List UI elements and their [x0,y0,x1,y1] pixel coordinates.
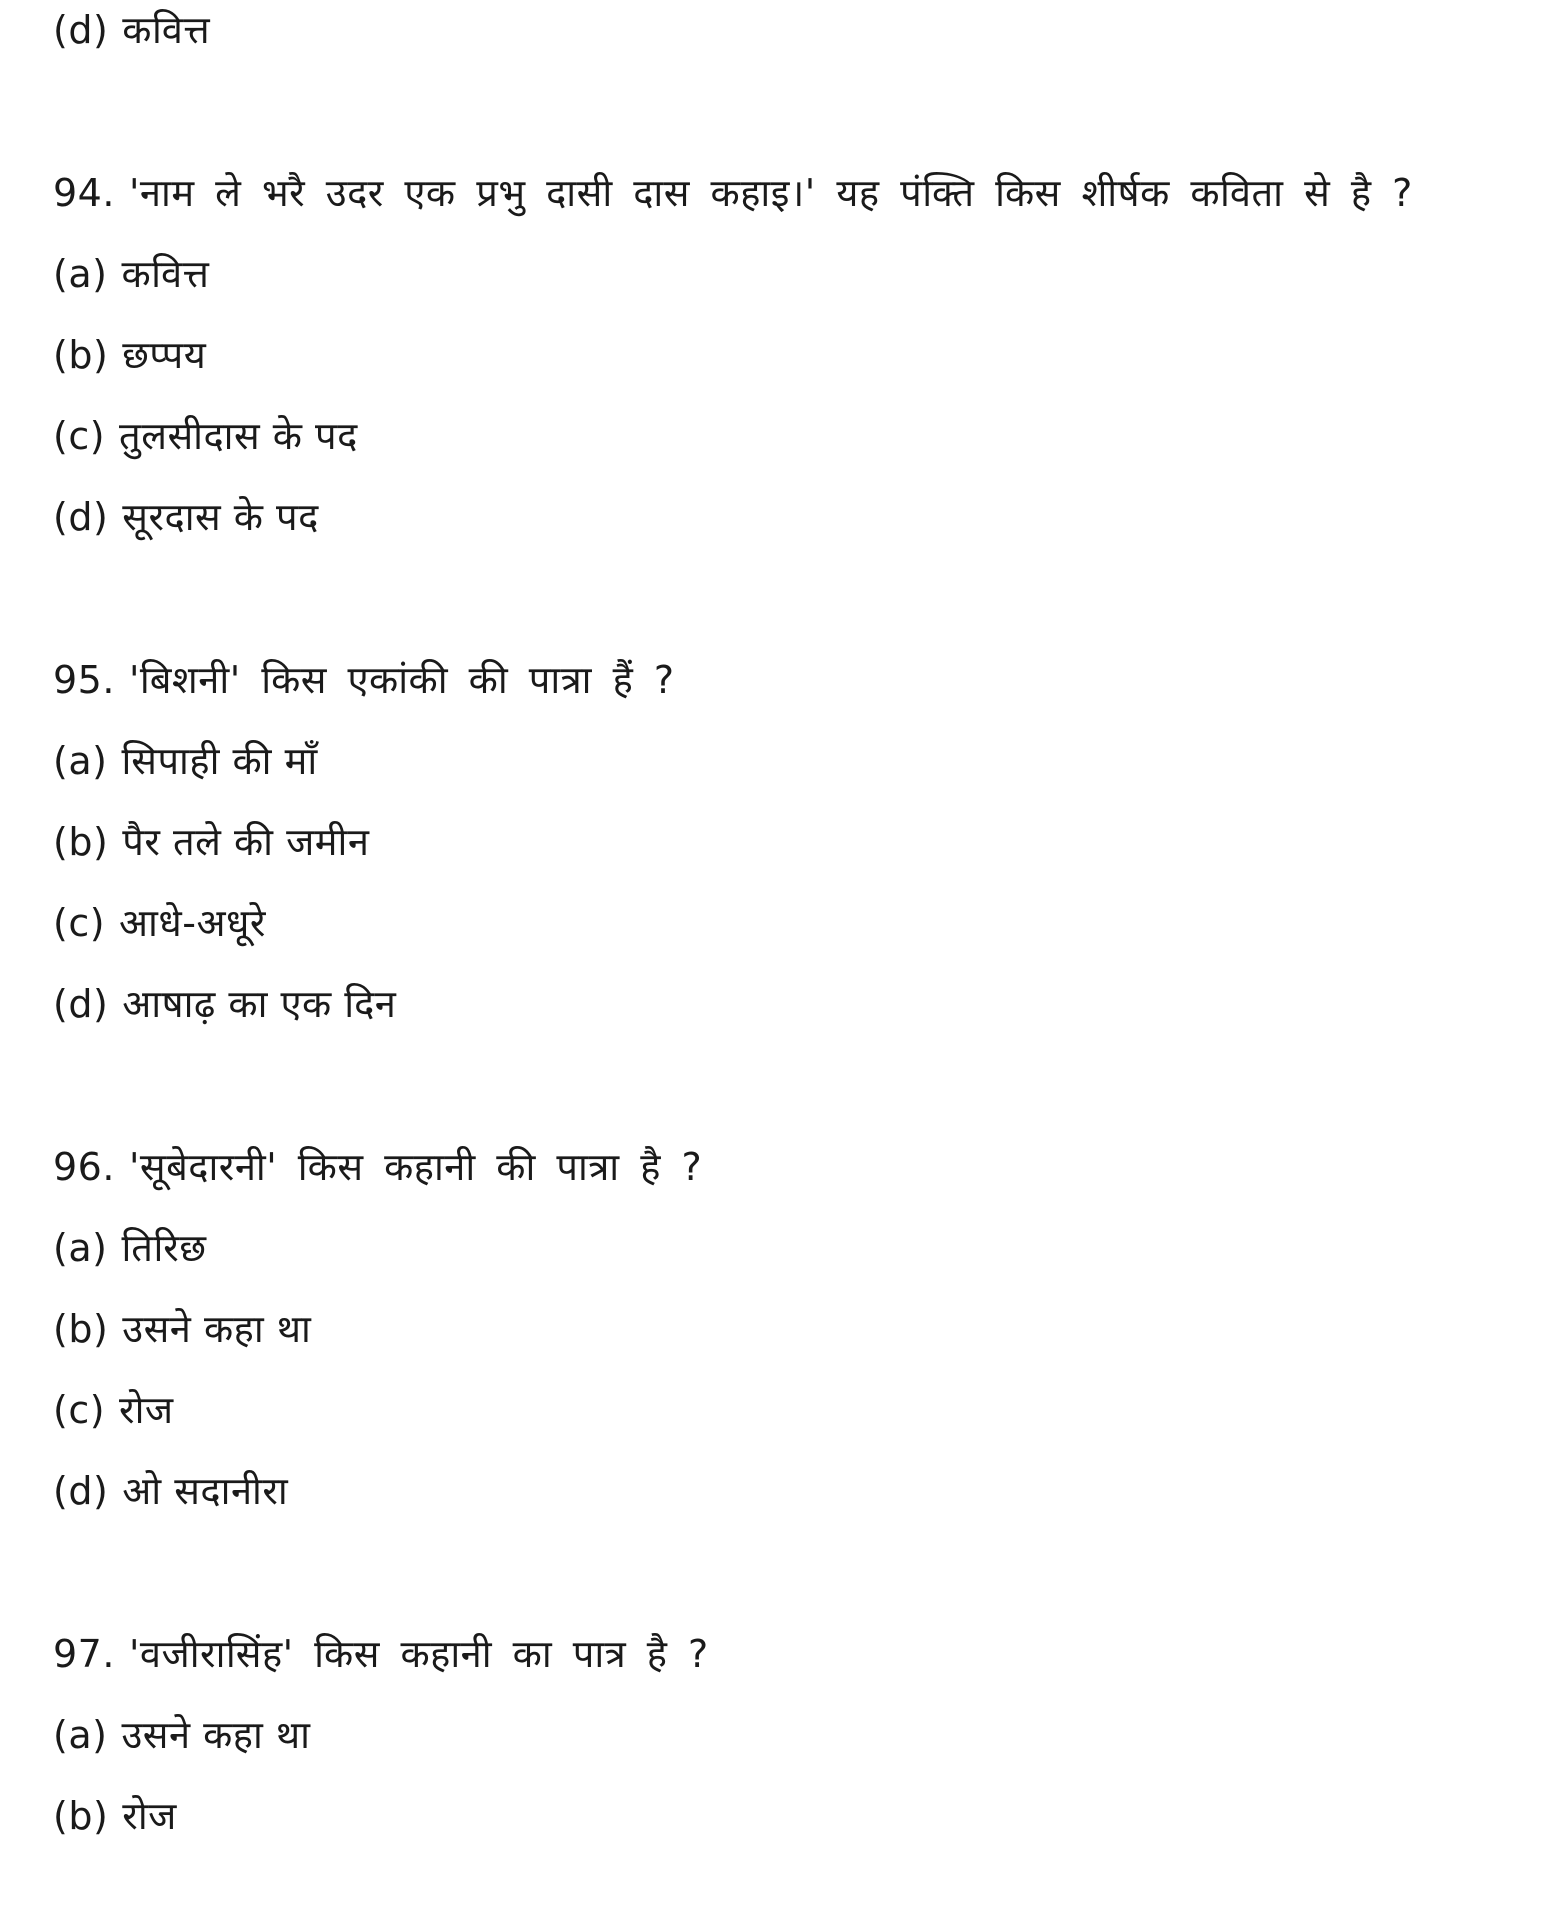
option-label: (a) [53,1713,108,1757]
q95-option-a [53,736,318,786]
option-label: (a) [53,252,108,296]
option-label: (d) [53,8,109,52]
option-text: रोज [122,1794,177,1838]
option-label: (d) [53,495,109,539]
option-text: आषाढ़ का एक दिन [122,982,397,1026]
q96-option-d [53,1466,288,1516]
option-text: तिरिछ [121,1226,207,1270]
option-label: (b) [53,1794,109,1838]
option-text: कवित्त [122,8,211,52]
option-label: (d) [53,1469,109,1513]
question-97 [53,1629,709,1679]
option-label: (b) [53,820,109,864]
option-text: उसने कहा था [122,1307,312,1351]
option-text: पैर तले की जमीन [122,820,370,864]
q93-option-d [53,5,210,55]
question-96 [53,1142,702,1192]
q94-option-c [53,411,358,461]
option-label: (c) [53,1388,106,1432]
q97-option-b [53,1791,177,1841]
option-text: ओ सदानीरा [122,1469,289,1513]
option-label: (a) [53,1226,108,1270]
option-label: (a) [53,739,108,783]
question-number: 95. [53,658,115,702]
q94-option-d [53,492,319,542]
option-label: (b) [53,333,109,377]
question-number: 94. [53,171,115,215]
option-label: (c) [53,414,106,458]
option-text: कवित्त [121,252,210,296]
question-text: 'सूबेदारनी' किस कहानी की पात्रा है ? [128,1145,703,1189]
option-text: रोज [119,1388,174,1432]
q97-option-a [53,1710,311,1760]
q95-option-d [53,979,396,1029]
q94-option-b [53,330,206,380]
question-text: 'वजीरासिंह' किस कहानी का पात्र है ? [128,1632,709,1676]
option-label: (d) [53,982,109,1026]
q94-option-a [53,249,209,299]
option-label: (b) [53,1307,109,1351]
question-95 [53,655,675,705]
option-text: उसने कहा था [121,1713,311,1757]
question-text: 'नाम ले भरै उदर एक प्रभु दासी दास कहाइ।' यह पंक्ति किस शीर्षक कविता से है ? [128,171,1413,215]
option-text: सिपाही की माँ [121,739,318,783]
option-text: तुलसीदास के पद [119,414,358,458]
option-text: छप्पय [122,333,207,377]
q96-option-b [53,1304,311,1354]
question-number: 97. [53,1632,115,1676]
q95-option-b [53,817,369,867]
question-94 [53,168,1413,218]
option-text: सूरदास के पद [122,495,319,539]
option-label: (c) [53,901,106,945]
q96-option-c [53,1385,174,1435]
question-number: 96. [53,1145,115,1189]
q95-option-c [53,898,266,948]
question-text: 'बिशनी' किस एकांकी की पात्रा हैं ? [128,658,675,702]
q96-option-a [53,1223,206,1273]
option-text: आधे-अधूरे [119,901,266,945]
